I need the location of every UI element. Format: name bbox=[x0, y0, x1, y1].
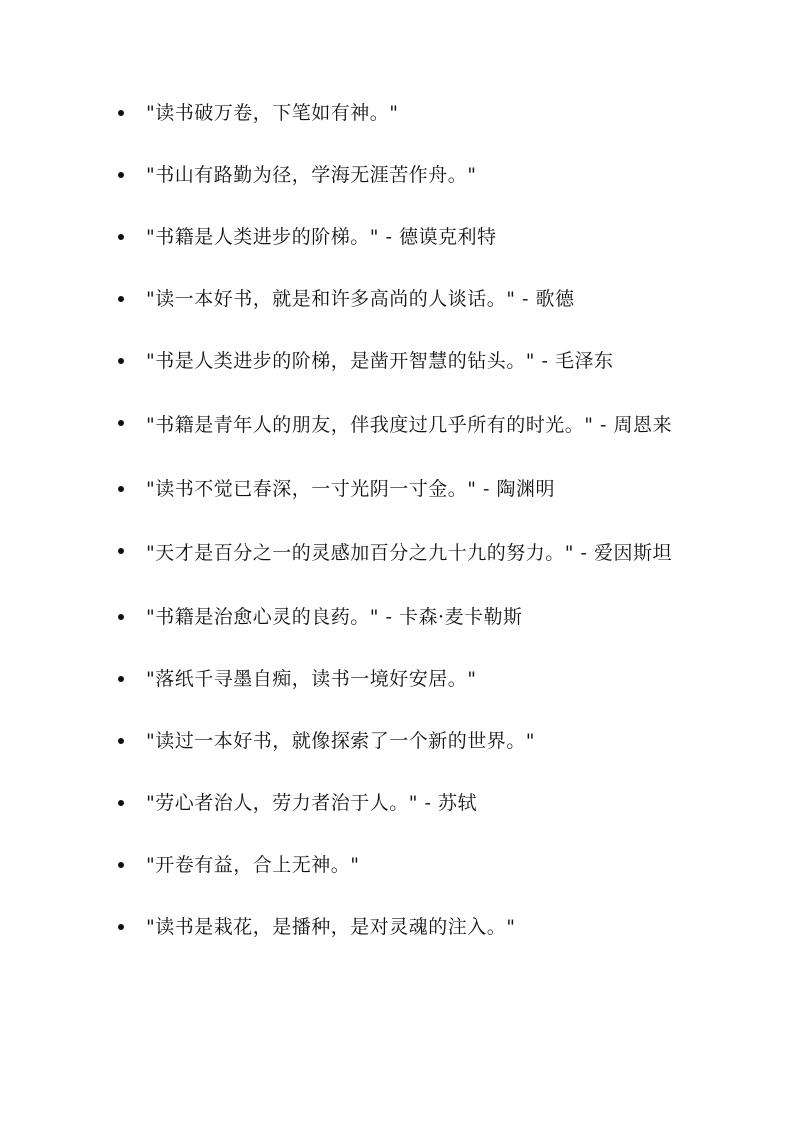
quote-text: "读书不觉已春深，一寸光阴一寸金。" - 陶渊明 bbox=[146, 478, 555, 500]
quote-text: "书是人类进步的阶梯，是凿开智慧的钻头。" - 毛泽东 bbox=[146, 350, 614, 372]
quote-text: "读书破万卷，下笔如有神。" bbox=[146, 102, 399, 124]
bullet-icon bbox=[118, 358, 124, 364]
quote-text: "读一本好书，就是和许多高尚的人谈话。" - 歌德 bbox=[146, 288, 575, 310]
list-item bbox=[118, 462, 678, 516]
bullet-icon bbox=[118, 614, 124, 620]
bullet-icon bbox=[118, 676, 124, 682]
quote-text: "落纸千寻墨自痴，读书一境好安居。" bbox=[146, 668, 477, 690]
quote-text: "读书是栽花，是播种，是对灵魂的注入。" bbox=[146, 916, 516, 938]
bullet-icon bbox=[118, 924, 124, 930]
bullet-icon bbox=[118, 296, 124, 302]
bullet-icon bbox=[118, 420, 124, 426]
quote-text: "劳心者治人，劳力者治于人。" - 苏轼 bbox=[146, 792, 477, 814]
list-item bbox=[118, 272, 678, 326]
quote-text: "天才是百分之一的灵感加百分之九十九的努力。" - 爱因斯坦 bbox=[146, 542, 672, 564]
bullet-icon bbox=[118, 172, 124, 178]
list-item bbox=[118, 396, 678, 454]
list-item bbox=[118, 86, 678, 140]
list-item bbox=[118, 334, 678, 388]
list-item bbox=[118, 524, 678, 582]
bullet-icon bbox=[118, 800, 124, 806]
list-item bbox=[118, 148, 678, 202]
quote-text: "读过一本好书，就像探索了一个新的世界。" bbox=[146, 730, 535, 752]
quote-text: "开卷有益，合上无神。" bbox=[146, 854, 360, 876]
quote-text: "书籍是青年人的朋友，伴我度过几乎所有的时光。" - 周恩来 bbox=[146, 414, 672, 436]
bullet-icon bbox=[118, 738, 124, 744]
list-item bbox=[118, 776, 678, 830]
quote-list bbox=[118, 86, 678, 962]
quote-text: "书山有路勤为径，学海无涯苦作舟。" bbox=[146, 164, 477, 186]
quote-text: "书籍是治愈心灵的良药。" - 卡森·麦卡勒斯 bbox=[146, 606, 523, 628]
bullet-icon bbox=[118, 110, 124, 116]
quote-text: "书籍是人类进步的阶梯。" - 德谟克利特 bbox=[146, 226, 497, 248]
list-item bbox=[118, 210, 678, 264]
list-item bbox=[118, 900, 678, 954]
bullet-icon bbox=[118, 234, 124, 240]
bullet-icon bbox=[118, 486, 124, 492]
list-item bbox=[118, 652, 678, 706]
list-item bbox=[118, 714, 678, 768]
bullet-icon bbox=[118, 548, 124, 554]
list-item bbox=[118, 590, 678, 644]
bullet-icon bbox=[118, 862, 124, 868]
list-item bbox=[118, 838, 678, 892]
